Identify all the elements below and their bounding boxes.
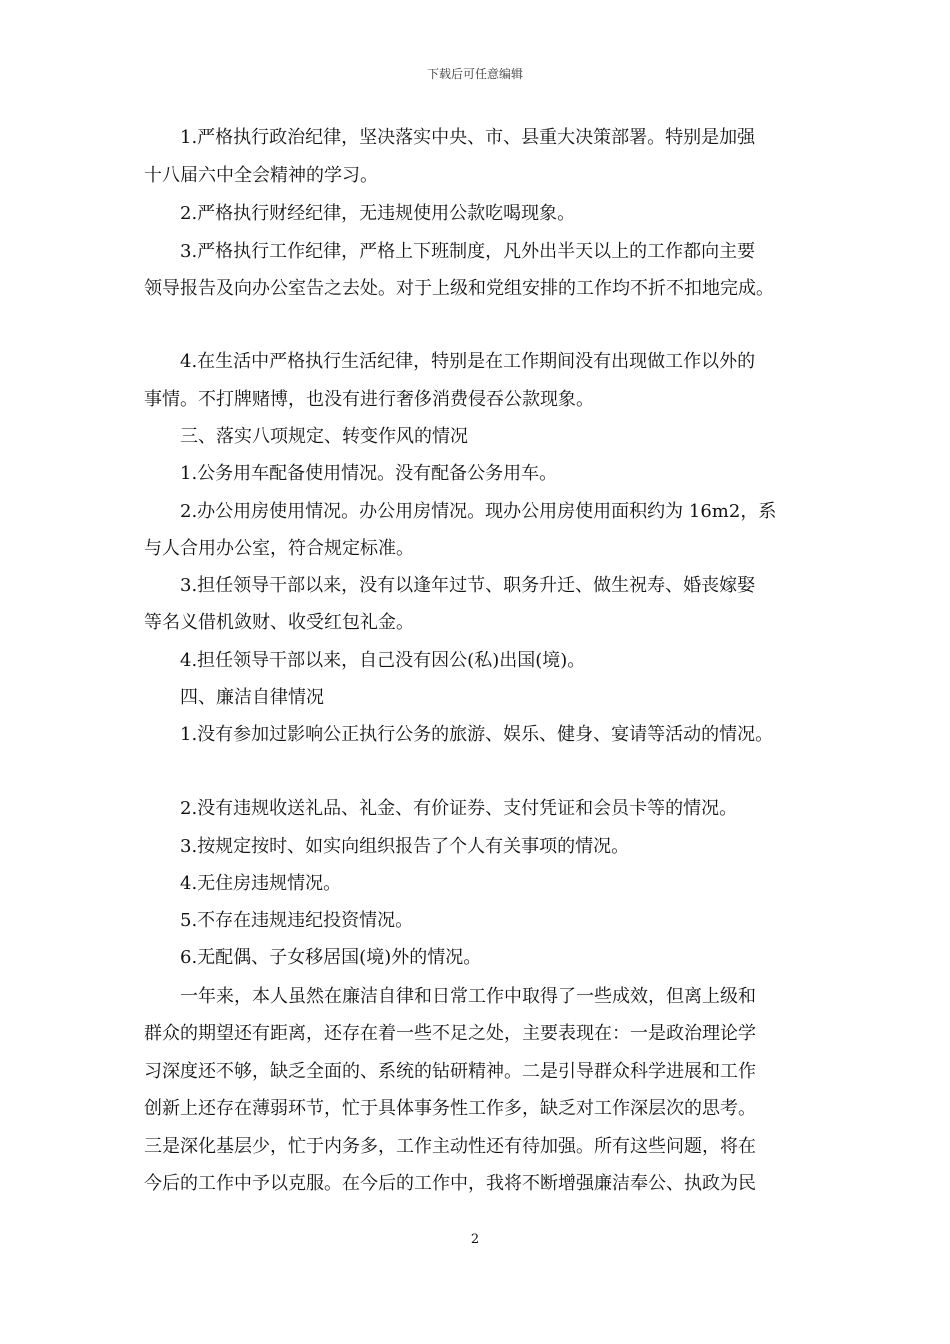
paragraph-line: 十八届六中全会精神的学习。 <box>144 165 378 186</box>
paragraph-line: 群众的期望还有距离，还存在着一些不足之处，主要表现在：一是政治理论学 <box>144 1023 756 1044</box>
paragraph-line: 2.没有违规收送礼品、礼金、有价证券、支付凭证和会员卡等的情况。 <box>180 798 738 819</box>
paragraph-line: 4.在生活中严格执行生活纪律，特别是在工作期间没有出现做工作以外的 <box>180 351 756 372</box>
page-number: 2 <box>470 1232 480 1247</box>
paragraph-line: 创新上还存在薄弱环节，忙于具体事务性工作多，缺乏对工作深层次的思考。 <box>144 1098 756 1119</box>
paragraph-line: 三是深化基层少，忙于内务多，工作主动性还有待加强。所有这些问题，将在 <box>144 1136 756 1157</box>
paragraph-line: 领导报告及向办公室告之去处。对于上级和党组安排的工作均不折不扣地完成。 <box>144 278 774 299</box>
paragraph-line: 与人合用办公室，符合规定标准。 <box>144 538 414 559</box>
paragraph-line: 今后的工作中予以克服。在今后的工作中，我将不断增强廉洁奉公、执政为民 <box>144 1173 756 1194</box>
paragraph-line: 3.严格执行工作纪律，严格上下班制度，凡外出半天以上的工作都向主要 <box>180 241 756 262</box>
paragraph-line: 1.严格执行政治纪律，坚决落实中央、市、县重大决策部署。特别是加强 <box>180 127 756 148</box>
paragraph-line: 事情。不打牌赌博，也没有进行奢侈消费侵吞公款现象。 <box>144 389 594 410</box>
paragraph-line: 2.严格执行财经纪律，无违规使用公款吃喝现象。 <box>180 203 576 224</box>
paragraph-line: 4.担任领导干部以来，自己没有因公(私)出国(境)。 <box>180 650 586 671</box>
section-heading: 三、落实八项规定、转变作风的情况 <box>180 426 468 447</box>
paragraph-line: 4.无住房违规情况。 <box>180 873 342 894</box>
paragraph-line: 6.无配偶、子女移居国(境)外的情况。 <box>180 947 482 968</box>
page-header: 下载后可任意编辑 <box>426 67 523 81</box>
section-heading: 四、廉洁自律情况 <box>180 687 324 708</box>
paragraph-line: 1.没有参加过影响公正执行公务的旅游、娱乐、健身、宴请等活动的情况。 <box>180 724 774 745</box>
paragraph-line: 等名义借机敛财、收受红包礼金。 <box>144 612 414 633</box>
paragraph-line: 2.办公用房使用情况。办公用房情况。现办公用房使用面积约为 16m2，系 <box>180 501 777 522</box>
paragraph-line: 一年来，本人虽然在廉洁自律和日常工作中取得了一些成效，但离上级和 <box>180 986 756 1007</box>
paragraph-line: 习深度还不够，缺乏全面的、系统的钻研精神。二是引导群众科学进展和工作 <box>144 1061 756 1082</box>
paragraph-line: 3.按规定按时、如实向组织报告了个人有关事项的情况。 <box>180 836 630 857</box>
paragraph-line: 5.不存在违规违纪投资情况。 <box>180 910 414 931</box>
paragraph-line: 1.公务用车配备使用情况。没有配备公务用车。 <box>180 463 558 484</box>
paragraph-line: 3.担任领导干部以来，没有以逢年过节、职务升迁、做生祝寿、婚丧嫁娶 <box>180 575 756 596</box>
